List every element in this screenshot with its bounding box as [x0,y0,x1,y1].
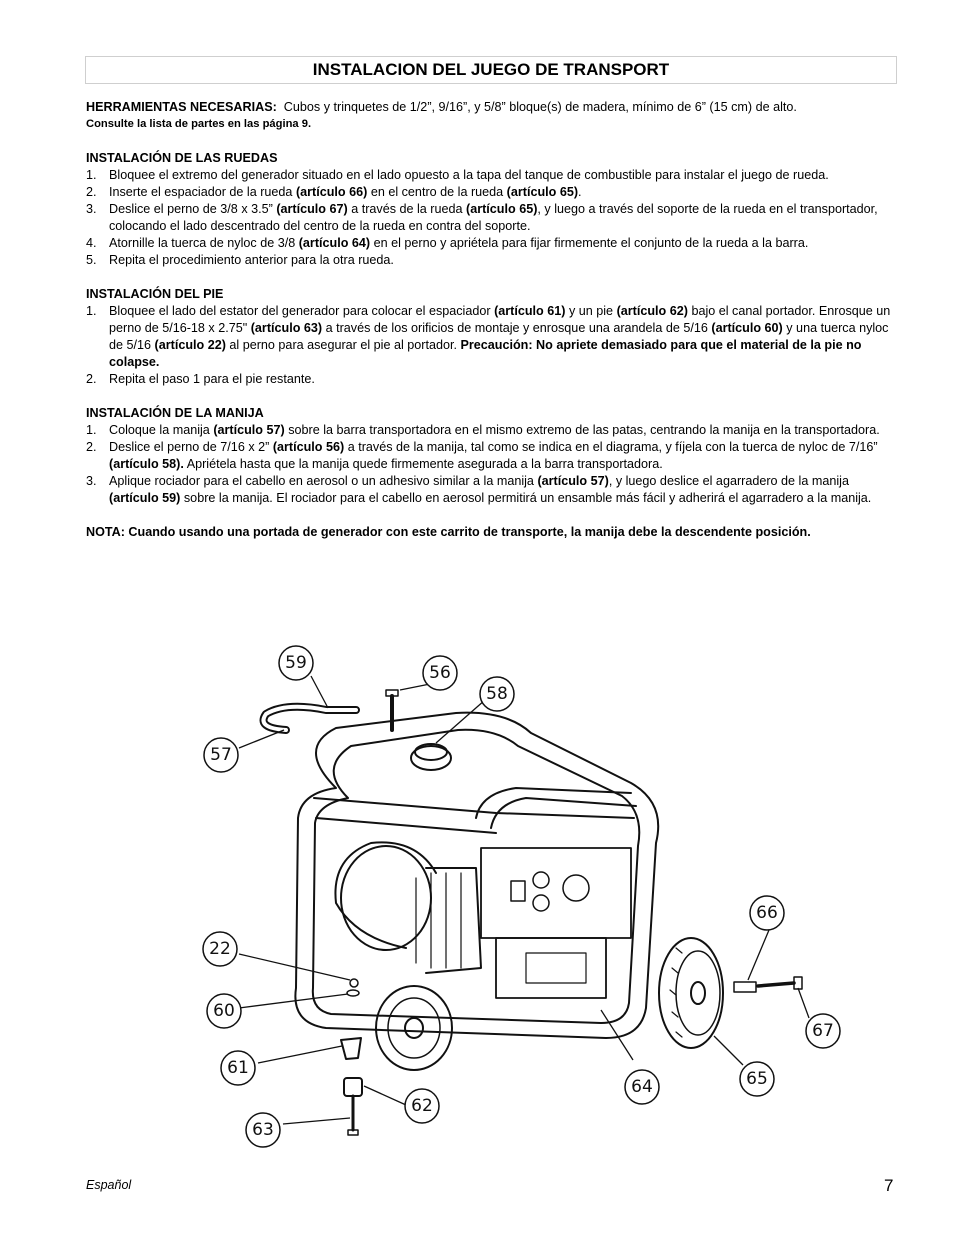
wheel-left [376,986,452,1070]
step-text: Deslice el perno de 7/16 x 2” [109,440,273,454]
step-item [86,439,900,473]
wheel-spacer-66 [734,982,756,992]
nut-22 [350,979,358,987]
bolt-67 [758,977,802,989]
step-item [86,235,900,252]
callout-57: 57 [210,745,232,765]
step-text: Bloquee el lado del estator del generador para colocar el espaciador [109,304,495,318]
callout-67: 67 [812,1021,834,1041]
callout-59: 59 [285,653,307,673]
step-text-bold: (artículo 59) [109,491,181,505]
step-text-bold: (artículo 56) [272,440,345,454]
parts-list-note: Consulte la lista de partes en las página 9. [86,118,312,130]
page-title: INSTALACION DEL JUEGO DE TRANSPORT [85,56,897,84]
step-text: , y luego deslice el agarradero de la manija [608,474,849,488]
step-number: 2. [86,185,97,199]
callout-61: 61 [227,1058,249,1078]
instructions-body [86,99,900,541]
step-text-bold: (artículo 66) [295,185,368,199]
nota-paragraph: NOTA: Cuando usando una portada de generador con este carrito de transporte, la manija debe la descendente posición. [86,525,811,539]
step-text: Repita el paso 1 para el pie restante. [109,372,315,386]
step-number: 5. [86,253,97,267]
step-text: a través de la manija, tal como se indica en el diagrama, y fíjela con la tuerca de nyloc de 7/16” [344,440,878,454]
step-text-bold: (artículo 64) [298,236,371,250]
step-text: a través de los orificios de montaje y enrosque una arandela de 5/16 [322,321,712,335]
callout-58: 58 [486,684,508,704]
step-text: y una tuerca nyloc de 5/16 [109,321,889,352]
section-heading-ruedas: INSTALACIÓN DE LAS RUEDAS [86,151,278,165]
step-text: Deslice el perno de 3/8 x 3.5” [109,202,277,216]
bolt-63 [348,1096,358,1135]
step-item [86,167,900,184]
step-text: en el perno y apriétela para fijar firmemente el conjunto de la rueda a la barra. [370,236,809,250]
step-item [86,473,900,507]
footer-language: Español [86,1178,132,1192]
spacer-61 [341,1038,361,1059]
section-heading-manija: INSTALACIÓN DE LA MANIJA [86,406,264,420]
steps-list-pie [86,303,900,388]
step-text: bajo el canal portador. Enrosque un perno de 5/16-18 x 2.75" [109,304,891,335]
step-number: 1. [86,423,97,437]
step-text: al perno para asegurar el pie al portador. [225,338,461,352]
step-number: 1. [86,304,97,318]
washer-60 [347,990,359,996]
step-text: a través de la rueda [347,202,467,216]
step-text-bold: Precaución: No apriete demasiado para que el material de la pie no colapse. [109,338,862,369]
step-text-bold: (artículo 57) [537,474,609,488]
step-text-bold: (artículo 60) [711,321,783,335]
step-item [86,422,900,439]
step-text: sobre la barra transportadora en el mismo extremo de las patas, centrando la manija en la transportadora. [284,423,880,437]
callout-65: 65 [746,1069,768,1089]
step-number: 2. [86,440,97,454]
step-text: Repita el procedimiento anterior para la otra rueda. [109,253,394,267]
tools-line [86,99,900,116]
callout-63: 63 [252,1120,274,1140]
steps-list-manija [86,422,900,507]
wheel-65 [659,938,723,1048]
generator-illustration [295,713,658,1038]
steps-list-ruedas [86,167,900,269]
step-text: Atornille la tuerca de nyloc de 3/8 [109,236,299,250]
step-number: 1. [86,168,97,182]
step-text: Bloquee el extremo del generador situado en el lado opuesto a la tapa del tanque de combustible para instalar el juego de rueda. [109,168,829,182]
step-number: 3. [86,474,97,488]
step-number: 4. [86,236,97,250]
step-text-bold: (artículo 57) [213,423,285,437]
step-text: Apriétela hasta que la manija quede firmemente asegurada a la barra transportadora. [183,457,663,471]
tools-text: Cubos y trinquetes de 1/2”, 9/16”, y 5/8” bloque(s) de madera, mínimo de 6” (15 cm) de alto. [283,100,797,114]
step-text: Inserte el espaciador de la rueda [109,185,296,199]
step-text-bold: (artículo 65) [466,202,538,216]
bolt-56 [386,690,398,730]
step-item [86,252,900,269]
step-text: sobre la manija. El rociador para el cabello en aerosol permitirá un ensamble más fácil y adherirá el agarradero a la manija. [180,491,872,505]
step-item [86,303,900,371]
callout-56: 56 [429,663,451,683]
step-text: en el centro de la rueda [367,185,507,199]
step-text-bold: (artículo 65) [506,185,579,199]
step-text-bold: (artículo 58). [109,457,184,471]
transport-kit-diagram [86,618,906,1158]
callout-66: 66 [756,903,778,923]
step-item [86,184,900,201]
callout-60: 60 [213,1001,235,1021]
section-heading-pie: INSTALACIÓN DEL PIE [86,287,224,301]
callout-64: 64 [631,1077,653,1097]
tools-label: HERRAMIENTAS NECESARIAS: [86,100,277,114]
step-item [86,371,900,388]
step-text-bold: (artículo 22) [154,338,226,352]
step-number: 3. [86,202,97,216]
step-text: y un pie [565,304,617,318]
page-number: 7 [884,1176,894,1195]
step-text-bold: (artículo 67) [276,202,348,216]
step-number: 2. [86,372,97,386]
step-text-bold: (artículo 63) [250,321,323,335]
callout-62: 62 [411,1096,433,1116]
callout-22: 22 [209,939,231,959]
step-text: Coloque la manija [109,423,214,437]
step-text-bold: (artículo 62) [616,304,688,318]
step-text: , y luego a través del soporte de la rueda en el transportador, colocando el lado descentrado del centro de la rueda en contra del soporte. [109,202,878,233]
foot-62 [344,1078,362,1096]
step-text-bold: (artículo 61) [494,304,566,318]
step-item [86,201,900,235]
step-text: Aplique rociador para el cabello en aerosol o un adhesivo similar a la manija [109,474,538,488]
step-text: . [578,185,582,199]
